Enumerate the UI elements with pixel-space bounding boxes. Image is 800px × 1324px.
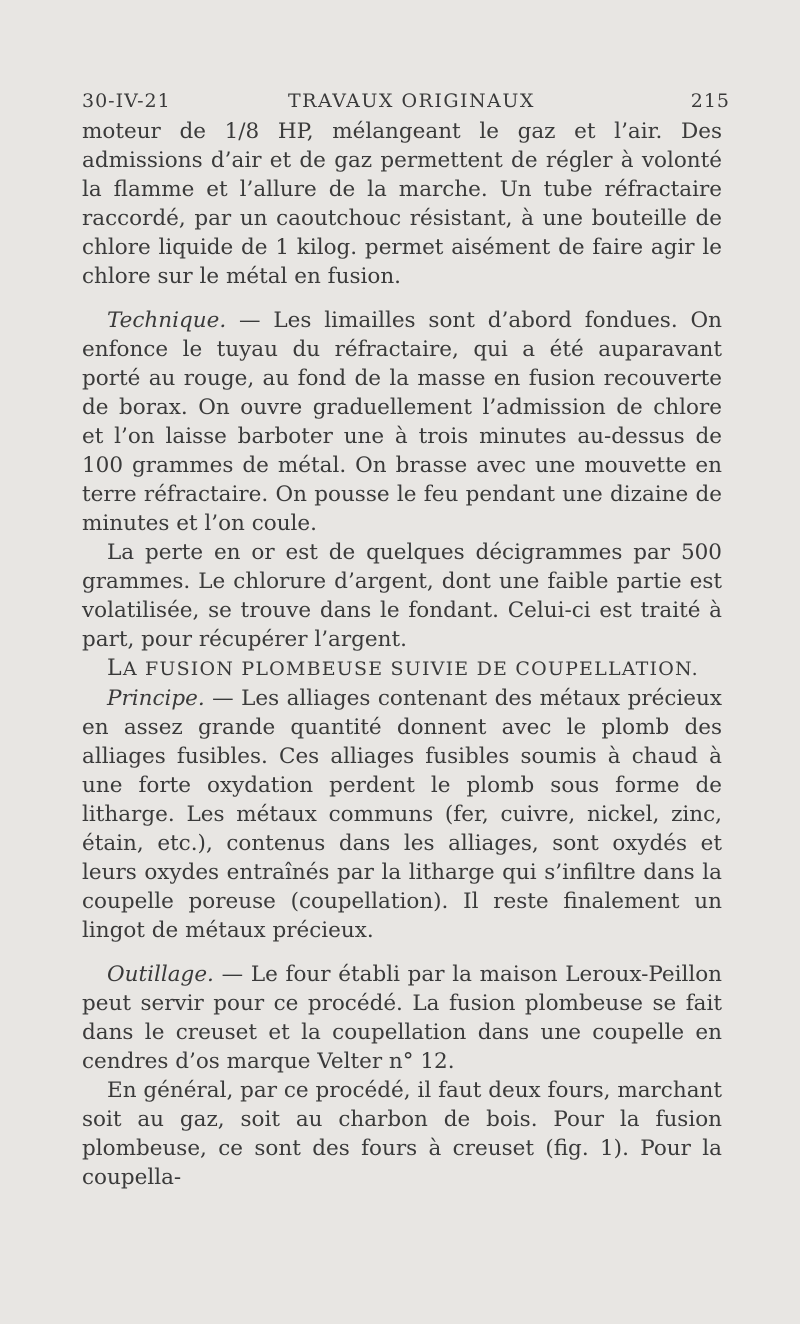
- outillage-label: Outillage.: [107, 962, 214, 987]
- running-header: [82, 90, 730, 118]
- body-text: [82, 117, 722, 1192]
- paragraph-general: En général, par ce procédé, il faut deux fours, marchant soit au gaz, soit au charbon de bois. Pour la fusion plombeuse, ce sont des fours à creuset (fig. 1). Pour la coupella-: [82, 1078, 722, 1190]
- paragraph-principe: [82, 684, 722, 945]
- header-title: TRAVAUX ORIGINAUX: [288, 90, 535, 112]
- section-heading: [82, 654, 722, 684]
- paragraph-perte: La perte en or est de quelques décigrammes par 500 grammes. Le chlorure d’argent, dont une faible partie est volatilisée, se trouve dans le fondant. Celui-ci est traité à part, pour récupérer l’argent.: [82, 540, 722, 652]
- technique-text: — Les limailles sont d’abord fondues. On enfonce le tuyau du réfractaire, qui a été auparavant porté au rouge, au fond de la masse en fusion recouverte de borax. On ouvre graduellement l’admission de chlore et l’on laisse barboter une à trois minutes au-dessus de 100 grammes de métal. On brasse avec une mouvette en terre réfractaire. On pousse le feu pendant une dizaine de minutes et l’on coule.: [82, 308, 722, 536]
- page-number: 215: [690, 90, 730, 112]
- header-date: 30-IV-21: [82, 90, 171, 112]
- principe-text: — Les alliages contenant des métaux précieux en assez grande quantité donnent avec le plomb des alliages fusibles. Ces alliages fusibles soumis à chaud à une forte oxydation perdent le plomb sous forme de litharge. Les métaux communs (fer, cuivre, nickel, zinc, étain, etc.), contenus dans les alliages, sont oxydés et leurs oxydes entraînés par la litharge qui s’infiltre dans la coupelle poreuse (coupellation). Il reste finalement un lingot de métaux précieux.: [82, 686, 722, 943]
- paragraph-technique: [82, 306, 722, 538]
- outillage-text: — Le four établi par la maison Leroux-Peillon peut servir pour ce procédé. La fusion plombeuse se fait dans le creuset et la coupellation dans une coupelle en cendres d’os marque Velter n° 12.: [82, 962, 722, 1074]
- technique-label: Technique.: [107, 308, 227, 333]
- paragraph-outillage: [82, 960, 722, 1076]
- paragraph-continued: moteur de 1/8 HP, mélangeant le gaz et l’air. Des admissions d’air et de gaz permettent de régler à volonté la flamme et l’allure de la marche. Un tube réfractaire raccordé, par un caoutchouc résistant, à une bouteille de chlore liquide de 1 kilog. permet aisément de faire agir le chlore sur le métal en fusion.: [82, 119, 722, 289]
- heading-initial: L: [107, 656, 123, 681]
- heading-text: A FUSION PLOMBEUSE SUIVIE DE COUPELLATION.: [122, 658, 699, 680]
- principe-label: Principe.: [107, 686, 205, 711]
